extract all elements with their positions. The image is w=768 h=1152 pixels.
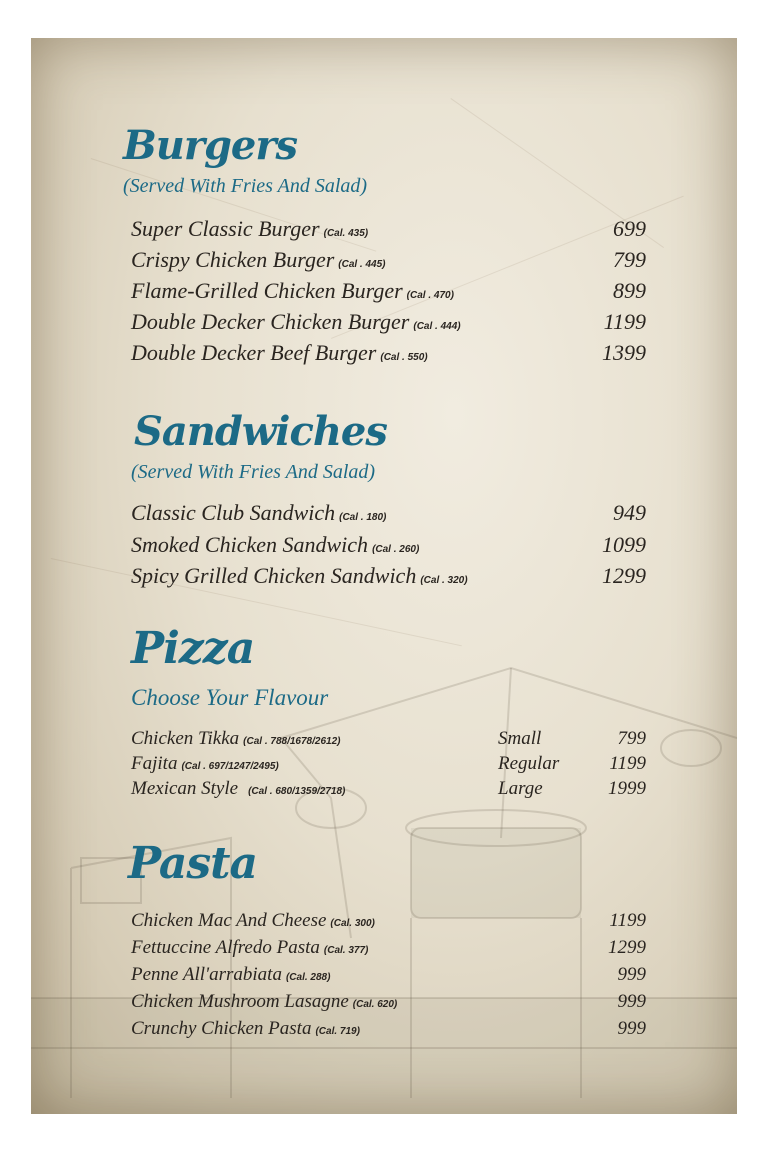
item-price: 999: [617, 964, 646, 985]
menu-item: [131, 937, 646, 959]
item-name: Chicken Tikka: [131, 728, 240, 749]
menu-item: [131, 216, 646, 242]
menu-sheet: [31, 38, 737, 1114]
pasta-heading: Pasta: [128, 838, 258, 889]
item-name: Crispy Chicken Burger: [131, 247, 335, 272]
item-name: Chicken Mushroom Lasagne: [131, 991, 349, 1012]
item-name: Mexican Style: [131, 778, 239, 799]
item-calories: (Cal . 260): [372, 544, 420, 555]
menu-item: [131, 991, 646, 1013]
menu-item: [131, 532, 646, 558]
sandwiches-heading: Sandwiches: [134, 408, 387, 455]
menu-item: [131, 910, 646, 932]
item-name: Spicy Grilled Chicken Sandwich: [131, 563, 417, 588]
item-calories: (Cal. 620): [352, 999, 398, 1010]
item-name: Fajita: [131, 753, 178, 774]
item-name: Fettuccine Alfredo Pasta: [131, 937, 320, 958]
item-calories: (Cal . 445): [338, 259, 386, 270]
item-calories: (Cal . 180): [339, 512, 387, 523]
item-price: 1299: [602, 563, 646, 588]
menu-item: [131, 563, 646, 589]
sandwiches-subheading: (Served With Fries And Salad): [131, 461, 376, 483]
item-name: Chicken Mac And Cheese: [131, 910, 327, 931]
burgers-subheading: (Served With Fries And Salad): [123, 175, 368, 197]
item-calories: (Cal. 288): [285, 972, 331, 983]
item-name: Classic Club Sandwich: [131, 500, 336, 525]
item-calories: (Cal. 435): [323, 228, 369, 239]
item-price: 999: [617, 991, 646, 1012]
menu-item: [131, 753, 646, 775]
item-price: 949: [613, 500, 646, 525]
menu-item: [131, 1018, 646, 1040]
burgers-heading: Burgers: [123, 122, 297, 169]
size-label: Small: [498, 728, 542, 749]
item-name: Double Decker Beef Burger: [131, 340, 377, 365]
size-label: Regular: [498, 753, 560, 774]
item-calories: (Cal . 680/1359/2718): [248, 786, 346, 797]
pizza-subheading: Choose Your Flavour: [131, 685, 329, 710]
menu-item: [131, 964, 646, 986]
item-name: Penne All'arrabiata: [131, 964, 282, 985]
item-calories: (Cal . 697/1247/2495): [181, 761, 279, 772]
item-name: Double Decker Chicken Burger: [131, 309, 410, 334]
item-price: 1299: [608, 937, 646, 958]
item-name: Crunchy Chicken Pasta: [131, 1018, 312, 1039]
item-price: 1399: [602, 340, 646, 365]
menu-item: [131, 500, 646, 526]
item-calories: (Cal . 470): [406, 290, 454, 301]
menu-item: [131, 340, 646, 366]
item-calories: (Cal. 377): [323, 945, 369, 956]
item-calories: (Cal . 444): [413, 321, 461, 332]
item-price: 1199: [609, 910, 646, 931]
menu-item: [131, 309, 646, 335]
menu-item: [131, 278, 646, 304]
item-price: 799: [613, 247, 646, 272]
menu-item: [131, 728, 646, 750]
item-name: Flame-Grilled Chicken Burger: [131, 278, 403, 303]
item-price: 899: [613, 278, 646, 303]
item-price: 799: [617, 728, 646, 749]
menu-item: [131, 778, 646, 800]
item-price: 699: [613, 216, 646, 241]
pizza-heading: Pizza: [131, 623, 255, 674]
menu-item: [131, 247, 646, 273]
item-price: 999: [617, 1018, 646, 1039]
item-name: Super Classic Burger: [131, 216, 320, 241]
item-calories: (Cal . 788/1678/2612): [243, 736, 341, 747]
item-calories: (Cal . 550): [380, 352, 428, 363]
item-price: 1099: [602, 532, 646, 557]
size-label: Large: [498, 778, 543, 799]
item-name: Smoked Chicken Sandwich: [131, 532, 369, 557]
item-price: 1199: [603, 309, 646, 334]
item-price: 1199: [609, 753, 646, 774]
item-price: 1999: [608, 778, 646, 799]
item-calories: (Cal. 300): [330, 918, 375, 929]
item-calories: (Cal. 719): [315, 1026, 360, 1037]
item-calories: (Cal . 320): [420, 575, 468, 586]
